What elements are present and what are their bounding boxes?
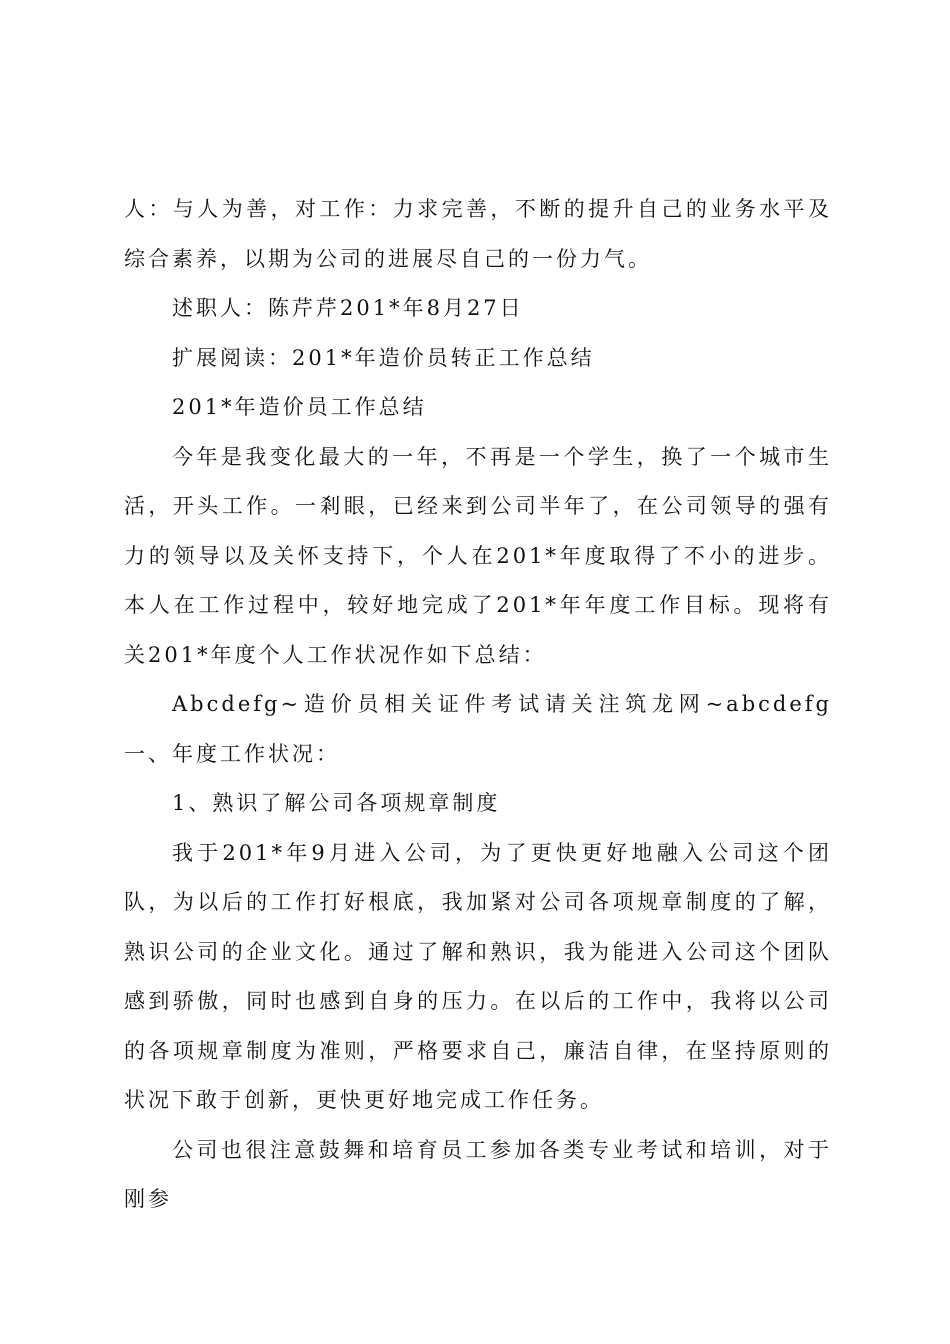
paragraph-signature: 述职人：陈芹芹201*年8月27日 [172,296,524,320]
paragraph-rules: 我于201*年9月进入公司，为了更快更好地融入公司这个团队，为以后的工作打好根底，我加紧对公司各项规章制度的了解，熟识公司的企业文化。通过了解和熟识，我为能进入公司这个团队感到骄傲，同时也感到自身的压力。在以后的工作中，我将以公司的各项规章制度为准则，严格要求自己，廉洁自律，在坚持原则的状况下敢于创新，更快更好地完成工作任务。 [124,840,832,1112]
document-body [124,185,832,1225]
paragraph-training: 公司也很注意鼓舞和培育员工参加各类专业考试和培训，对于刚参 [124,1137,832,1211]
paragraph-notice: Abcdefg~造价员相关证件考试请关注筑龙网~abcdefg一、年度工作状况： [124,692,832,766]
section-title: 201*年造价员工作总结 [172,395,427,419]
paragraph-extended-reading: 扩展阅读：201*年造价员转正工作总结 [172,345,595,370]
subheading-1: 1、熟识了解公司各项规章制度 [172,791,501,815]
paragraph-1: 人：与人为善，对工作：力求完善，不断的提升自己的业务水平及综合素养，以期为公司的进展尽自己的一份力气。 [124,197,832,271]
paragraph-intro: 今年是我变化最大的一年，不再是一个学生，换了一个城市生活，开头工作。一剎眼，已经来到公司半年了，在公司领导的强有力的领导以及关怀支持下，个人在201*年度取得了不小的进步。本人在工作过程中，较好地完成了201*年年度工作目标。现将有关201*年度个人工作状况作如下总结： [124,444,832,667]
